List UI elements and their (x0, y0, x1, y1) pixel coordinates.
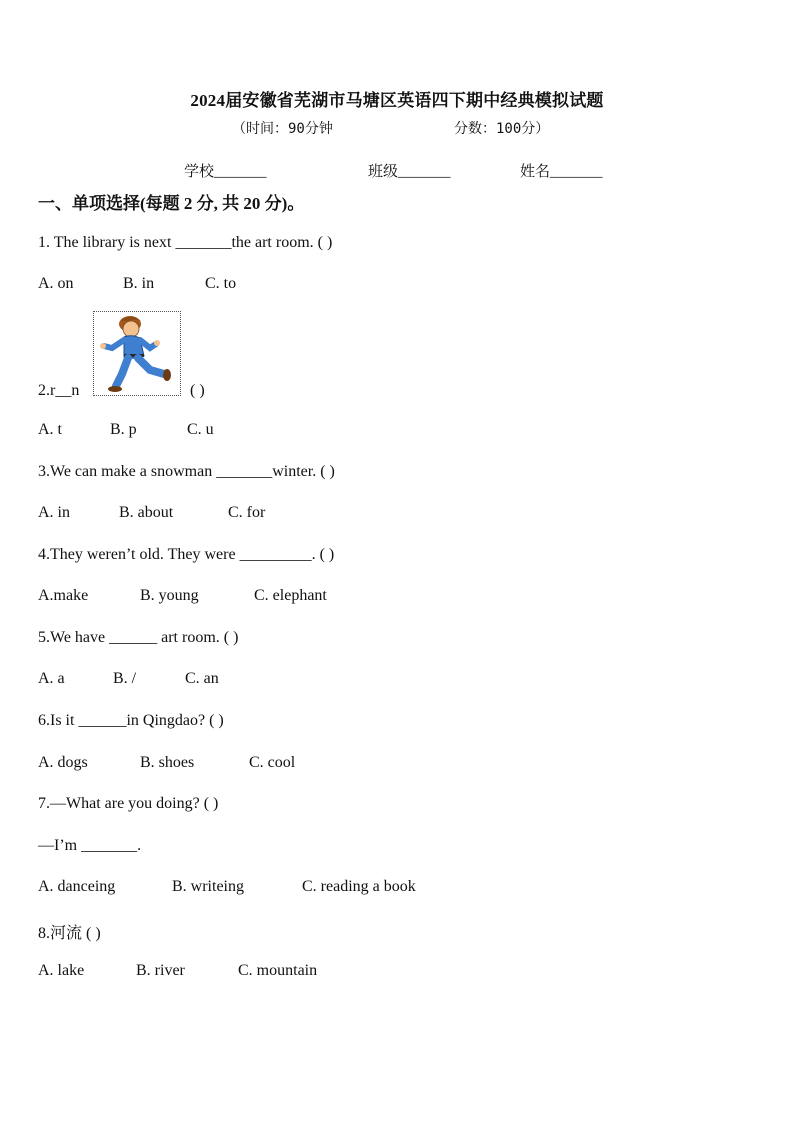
q1-option-b[interactable]: B. in (123, 275, 155, 292)
school-field[interactable]: 学校_______ (184, 164, 267, 180)
q6-option-c[interactable]: C. cool (249, 754, 296, 771)
q4-option-c[interactable]: C. elephant (254, 587, 327, 604)
q2-option-b[interactable]: B. p (110, 421, 137, 438)
q4-option-a[interactable]: A.make (38, 587, 89, 604)
q7-option-a[interactable]: A. danceing (38, 878, 116, 895)
q4-option-b[interactable]: B. young (140, 587, 199, 604)
q8-option-c[interactable]: C. mountain (238, 962, 318, 979)
q8-option-b[interactable]: B. river (136, 962, 185, 979)
question-8: 8.河流 ( ) (38, 925, 101, 942)
q8-option-a[interactable]: A. lake (38, 962, 85, 979)
class-field[interactable]: 班级_______ (368, 164, 451, 180)
question-2-suffix: ( ) (190, 382, 205, 399)
q1-option-c[interactable]: C. to (205, 275, 237, 292)
name-field[interactable]: 姓名_______ (520, 164, 603, 180)
question-3: 3.We can make a snowman _______winter. ( ) (38, 463, 335, 480)
question-6: 6.Is it ______in Qingdao? ( ) (38, 712, 224, 729)
q6-option-b[interactable]: B. shoes (140, 754, 195, 771)
exam-score: 分数：100分） (454, 121, 550, 137)
q3-option-b[interactable]: B. about (119, 504, 174, 521)
q3-option-a[interactable]: A. in (38, 504, 70, 521)
q7-option-c[interactable]: C. reading a book (302, 878, 416, 895)
q6-option-a[interactable]: A. dogs (38, 754, 88, 771)
q1-option-a[interactable]: A. on (38, 275, 74, 292)
exam-title: 2024届安徽省芜湖市马塘区英语四下期中经典模拟试题 (190, 91, 604, 110)
question-2-prefix: 2.r__n (38, 382, 80, 399)
running-boy-image (93, 311, 181, 396)
q5-option-c[interactable]: C. an (185, 670, 219, 687)
q5-option-a[interactable]: A. a (38, 670, 65, 687)
q2-option-c[interactable]: C. u (187, 421, 214, 438)
question-7-answer-line: —I’m _______. (38, 837, 142, 854)
question-5: 5.We have ______ art room. ( ) (38, 629, 239, 646)
section-title: 一、单项选择(每题 2 分, 共 20 分)。 (38, 194, 305, 213)
question-4: 4.They weren’t old. They were _________. ( ) (38, 546, 335, 563)
q3-option-c[interactable]: C. for (228, 504, 266, 521)
question-7: 7.—What are you doing? ( ) (38, 795, 219, 812)
q5-option-b[interactable]: B. / (113, 670, 137, 687)
exam-time: （时间：90分钟 (232, 121, 333, 137)
q7-option-b[interactable]: B. writeing (172, 878, 244, 895)
question-1: 1. The library is next _______the art room. ( ) (38, 234, 333, 251)
q2-option-a[interactable]: A. t (38, 421, 62, 438)
